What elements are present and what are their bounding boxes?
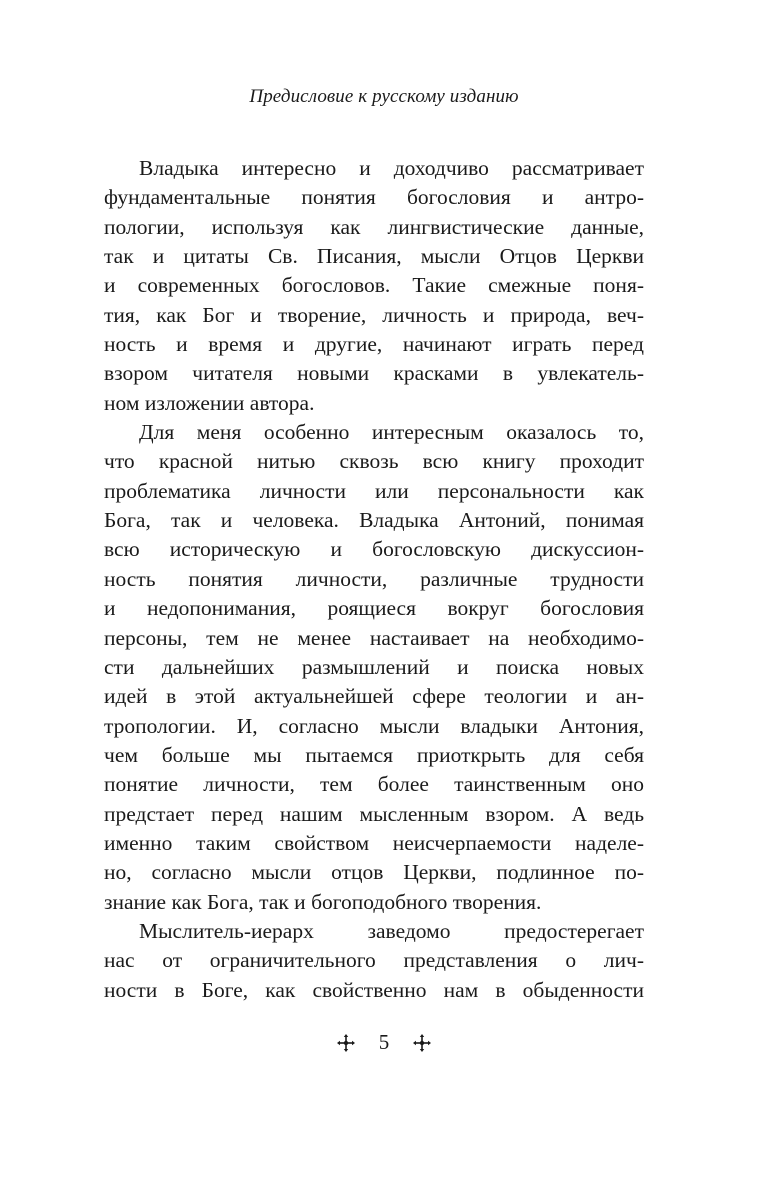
text-line: ности в Боге, как свойственно нам в обыденности [104, 977, 644, 1002]
text-line: понятие личности, тем более таинственным оно [104, 772, 644, 797]
text-line: ном изложении автора. [104, 390, 315, 415]
page-footer [0, 1030, 768, 1055]
text-line: пологии, используя как лингвистические данные, [104, 214, 644, 239]
text-line: но, согласно мысли отцов Церкви, подлинное по- [104, 860, 644, 885]
text-line: ность понятия личности, различные трудности [104, 566, 644, 591]
body-text [104, 154, 644, 1005]
paragraph-1 [104, 154, 644, 418]
cross-ornament-icon [337, 1034, 355, 1052]
text-line: проблематика личности или персональности как [104, 478, 644, 503]
text-line: именно таким свойством неисчерпаемости наделе- [104, 830, 644, 855]
text-line: чем больше мы пытаемся приоткрыть для себя [104, 742, 644, 767]
text-line: сти дальнейших размышлений и поиска новых [104, 654, 644, 679]
text-line: и недопонимания, роящиеся вокруг богословия [104, 596, 644, 621]
text-line: так и цитаты Св. Писания, мысли Отцов Церкви [104, 244, 644, 269]
text-line: взором читателя новыми красками в увлекатель- [104, 361, 644, 386]
text-line: фундаментальные понятия богословия и антро- [104, 185, 644, 210]
text-line: ность и время и другие, начинают играть перед [104, 332, 644, 357]
text-line: предстает перед нашим мысленным взором. А ведь [104, 801, 644, 826]
text-line: идей в этой актуальнейшей сфере теологии и ан- [104, 684, 644, 709]
paragraph-3 [104, 917, 644, 1005]
text-line: Мыслитель-иерарх заведомо предостерегает [139, 918, 644, 943]
text-line: Для меня особенно интересным оказалось то, [139, 420, 644, 445]
text-line: нас от ограничительного представления о лич- [104, 948, 644, 973]
text-line: тия, как Бог и творение, личность и природа, веч- [104, 302, 644, 327]
page-number: 5 [378, 1030, 390, 1054]
text-line: всю историческую и богословскую дискуссион- [104, 537, 644, 562]
text-line: Владыка интересно и доходчиво рассматривает [139, 156, 644, 180]
text-line: Бога, так и человека. Владыка Антоний, понимая [104, 508, 644, 533]
text-line: знание как Бога, так и богоподобного творения. [104, 889, 542, 914]
text-line: тропологии. И, согласно мысли владыки Антония, [104, 713, 644, 738]
paragraph-2 [104, 418, 644, 917]
running-head: Предисловие к русскому изданию [249, 86, 519, 107]
cross-ornament-icon [413, 1034, 431, 1052]
text-line: и современных богословов. Такие смежные поня- [104, 273, 644, 298]
text-line: персоны, тем не менее настаивает на необходимо- [104, 625, 644, 650]
text-line: что красной нитью сквозь всю книгу проходит [104, 449, 644, 474]
